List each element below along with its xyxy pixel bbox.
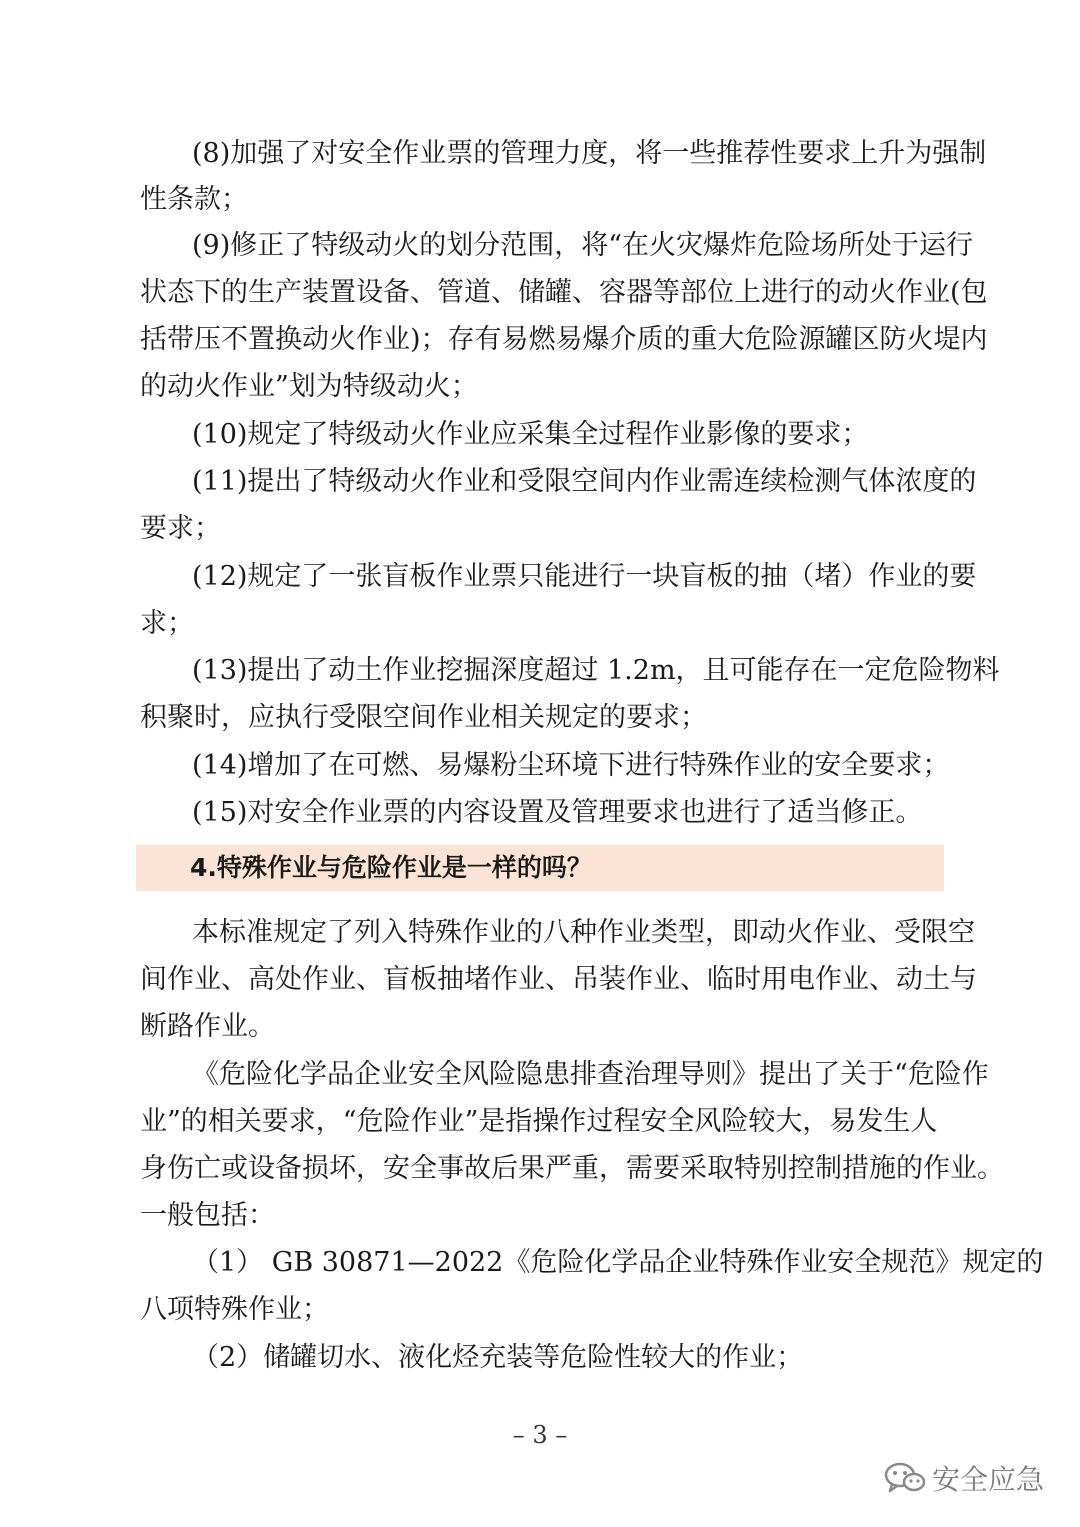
wechat-icon xyxy=(884,1460,926,1496)
paragraph-line: 求； xyxy=(140,608,194,639)
paragraph-line: 性条款； xyxy=(140,184,248,215)
paragraph-line: 积聚时，应执行受限空间作业相关规定的要求； xyxy=(140,702,707,733)
paragraph-line: (9)修正了特级动火的划分范围，将“在火灾爆炸危险场所处于运行 xyxy=(192,230,974,261)
paragraph-line: (12)规定了一张盲板作业票只能进行一块盲板的抽（堵）作业的要 xyxy=(192,561,977,592)
paragraph-line: 业”的相关要求，“危险作业”是指操作过程安全风险较大，易发生人 xyxy=(140,1106,938,1137)
paragraph-line: 《危险化学品企业安全风险隐患排查治理导则》提出了关于“危险作 xyxy=(192,1059,989,1090)
paragraph-line: 要求； xyxy=(140,513,221,544)
paragraph-line: （1） GB 30871—2022《危险化学品企业特殊作业安全规范》规定的 xyxy=(192,1247,1044,1278)
paragraph-line: 的动火作业”划为特级动火； xyxy=(140,371,478,402)
paragraph-line: 八项特殊作业； xyxy=(140,1294,329,1325)
paragraph-line: 本标准规定了列入特殊作业的八种作业类型，即动火作业、受限空 xyxy=(192,917,975,948)
paragraph-line: 一般包括： xyxy=(140,1200,275,1231)
paragraph-line: 括带压不置换动火作业)；存有易燃易爆介质的重大危险源罐区防火堤内 xyxy=(140,324,988,355)
page-number: – 3 – xyxy=(512,1421,568,1449)
paragraph-line: (10)规定了特级动火作业应采集全过程作业影像的要求； xyxy=(192,419,869,450)
paragraph-line: 状态下的生产装置设备、管道、储罐、容器等部位上进行的动火作业(包 xyxy=(140,277,988,308)
paragraph-line: (15)对安全作业票的内容设置及管理要求也进行了适当修正。 xyxy=(192,797,923,828)
paragraph-line: 身伤亡或设备损坏，安全事故后果严重，需要采取特别控制措施的作业。 xyxy=(140,1153,1004,1184)
paragraph-line: （2）储罐切水、液化烃充装等危险性较大的作业； xyxy=(192,1342,804,1373)
section-heading: 4.特殊作业与危险作业是一样的吗？ xyxy=(190,853,592,882)
paragraph-line: (13)提出了动土作业挖掘深度超过 1.2m，且可能存在一定危险物料 xyxy=(192,655,1000,686)
paragraph-line: (14)增加了在可燃、易爆粉尘环境下进行特殊作业的安全要求； xyxy=(192,750,950,781)
paragraph-line: (8)加强了对安全作业票的管理力度，将一些推荐性要求上升为强制 xyxy=(192,138,987,169)
paragraph-line: 间作业、高处作业、盲板抽堵作业、吊装作业、临时用电作业、动土与 xyxy=(140,964,977,995)
paragraph-line: (11)提出了特级动火作业和受限空间内作业需连续检测气体浓度的 xyxy=(192,466,977,497)
paragraph-line: 断路作业。 xyxy=(140,1011,275,1042)
source-watermark xyxy=(884,1456,1044,1500)
watermark-text: 安全应急 xyxy=(931,1463,1044,1496)
